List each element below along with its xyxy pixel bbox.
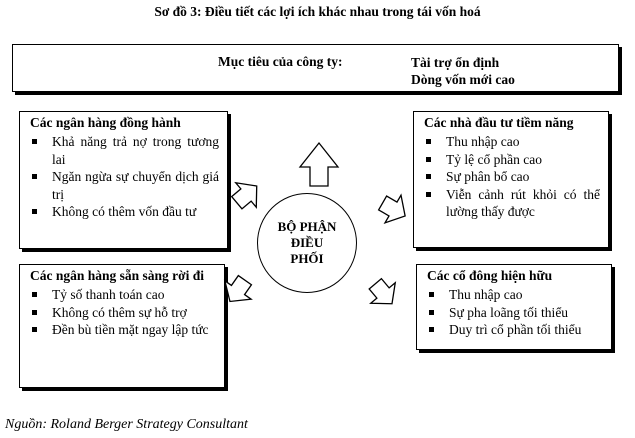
goal-value-stable-funding: Tài trợ ổn định	[411, 55, 500, 70]
arrow-down-right-icon	[363, 274, 404, 314]
list-item: Thu nhập cao	[424, 133, 600, 151]
arrow-up-left-icon	[227, 174, 267, 215]
arrow-up-right-icon	[375, 189, 414, 230]
existing-shareholders-title: Các cổ đông hiện hữu	[427, 268, 553, 283]
diagram-title: Sơ đồ 3: Điều tiết các lợi ích khác nhau trong tái vốn hoá	[154, 4, 481, 19]
accompanying-banks-title: Các ngân hàng đồng hành	[30, 115, 181, 130]
list-item: Không có thêm sự hỗ trợ	[30, 304, 216, 322]
list-item: Viễn cảnh rút khỏi có thể lường thấy được	[424, 186, 600, 221]
goal-value-new-capital: Dòng vốn mới cao	[411, 72, 515, 87]
coordination-unit-label: BỘ PHẬN ĐIỀU PHỐI	[277, 219, 337, 266]
list-item: Duy trì cổ phần tối thiểu	[427, 321, 603, 339]
list-item: Đền bù tiền mặt ngay lập tức	[30, 321, 216, 339]
list-item: Thu nhập cao	[427, 286, 603, 304]
arrow-down-left-icon	[217, 271, 258, 311]
exiting-banks-title: Các ngân hàng sẵn sàng rời đi	[30, 268, 205, 283]
list-item: Sự pha loãng tối thiểu	[427, 304, 603, 322]
list-item: Ngăn ngừa sự chuyển dịch giá trị	[30, 168, 219, 203]
company-goal-label: Mục tiêu của công ty:	[218, 54, 343, 69]
list-item: Sự phân bổ cao	[424, 168, 600, 186]
coordination-unit-circle	[257, 193, 357, 293]
list-item: Khả năng trả nợ trong tương lai	[30, 133, 219, 168]
potential-investors-title: Các nhà đầu tư tiềm năng	[424, 115, 574, 130]
list-item: Tỷ số thanh toán cao	[30, 286, 216, 304]
list-item: Tỷ lệ cổ phần cao	[424, 151, 600, 169]
list-item: Không có thêm vốn đầu tư	[30, 203, 219, 221]
source-note: Nguồn: Roland Berger Strategy Consultant	[5, 417, 248, 432]
arrow-up-icon	[300, 143, 338, 186]
